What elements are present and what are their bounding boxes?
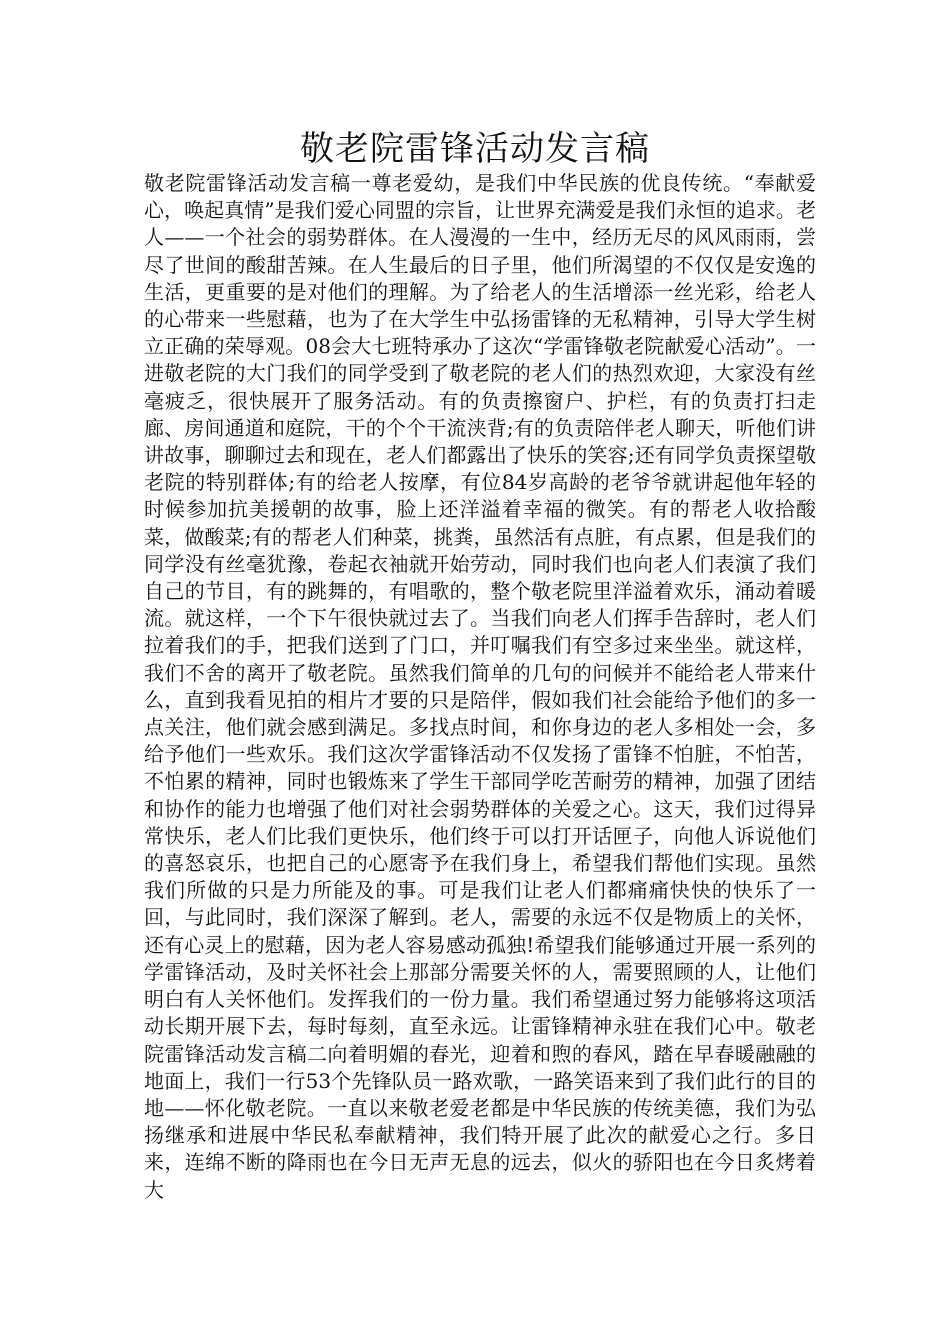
document-title: 敬老院雷锋活动发言稿 — [300, 129, 650, 169]
document-body: 敬老院雷锋活动发言稿一尊老爱幼，是我们中华民族的优良传统。“奉献爱心，唤起真情”是我们爱心同盟的宗旨，让世界充满爱是我们永恒的追求。老人——一个社会的弱势群体。在人漫漫的一生中，经历无尽的风风雨雨，尝尽了世间的酸甜苦辣。在人生最后的日子里，他们所渴望的不仅仅是安逸的生活，更重要的是对他们的理解。为了给老人的生活增添一丝光彩，给老人的心带来一些慰藉，也为了在大学生中弘扬雷锋的无私精神，引导大学生树立正确的荣辱观。08会大七班特承办了这次“学雷锋敬老院献爱心活动”。一进敬老院的大门我们的同学受到了敬老院的老人们的热烈欢迎，大家没有丝毫疲乏，很快展开了服务活动。有的负责擦窗户、护栏，有的负责打扫走廊、房间通道和庭院，干的个个干流浃背;有的负责陪伴老人聊天，听他们讲讲故事，聊聊过去和现在，老人们都露出了快乐的笑容;还有同学负责探望敬老院的特别群体;有的给老人按摩，有位84岁高龄的老爷爷就讲起他年轻的时候参加抗美援朝的故事，脸上还洋溢着幸福的微笑。有的帮老人收拾酸菜，做酸菜;有的帮老人们种菜，挑粪，虽然活有点脏，有点累，但是我们的同学没有丝毫犹豫，卷起衣袖就开始劳动，同时我们也向老人们表演了我们自己的节目，有的跳舞的，有唱歌的，整个敬老院里洋溢着欢乐，涌动着暖流。就这样，一个下午很快就过去了。当我们向老人们挥手告辞时，老人们拉着我们的手，把我们送到了门口，并叮嘱我们有空多过来坐坐。就这样，我们不舍的离开了敬老院。虽然我们简单的几句的问候并不能给老人带来什么，直到我看见拍的相片才要的只是陪伴，假如我们社会能给予他们的多一点关注，他们就会感到满足。多找点时间，和你身边的老人多相处一会，多给予他们一些欢乐。我们这次学雷锋活动不仅发扬了雷锋不怕脏，不怕苦，不怕累的精神，同时也锻炼来了学生干部同学吃苦耐劳的精神，加强了团结和协作的能力也增强了他们对社会弱势群体的关爱之心。这天，我们过得异常快乐，老人们比我们更快乐，他们终于可以打开话匣子，向他人诉说他们的喜怒哀乐，也把自己的心愿寄予在我们身上，希望我们帮他们实现。虽然我们所做的只是力所能及的事。可是我们让老人们都痛痛快快的快乐了一回，与此同时，我们深深了解到。老人，需要的永远不仅是物质上的关怀，还有心灵上的慰藉，因为老人容易感动孤独!希望我们能够通过开展一系列的学雷锋活动，及时关怀社会上那部分需要关怀的人，需要照顾的人，让他们明白有人关怀他们。发挥我们的一份力量。我们希望通过努力能够将这项活动长期开展下去，每时每刻，直至永远。让雷锋精神永驻在我们心中。敬老院雷锋活动发言稿二向着明媚的春光，迎着和煦的春风，踏在早春暖融融的地面上，我们一行53个先锋队员一路欢歌，一路笑语来到了我们此行的目的地——怀化敬老院。一直以来敬老爱老都是中华民族的传统美德，我们为弘扬继承和进展中华民私奉献精神，我们特开展了此次的献爱心之行。多日来，连绵不断的降雨也在今日无声无息的远去，似火的骄阳也在今日炙烤着大 — [144, 171, 816, 1202]
